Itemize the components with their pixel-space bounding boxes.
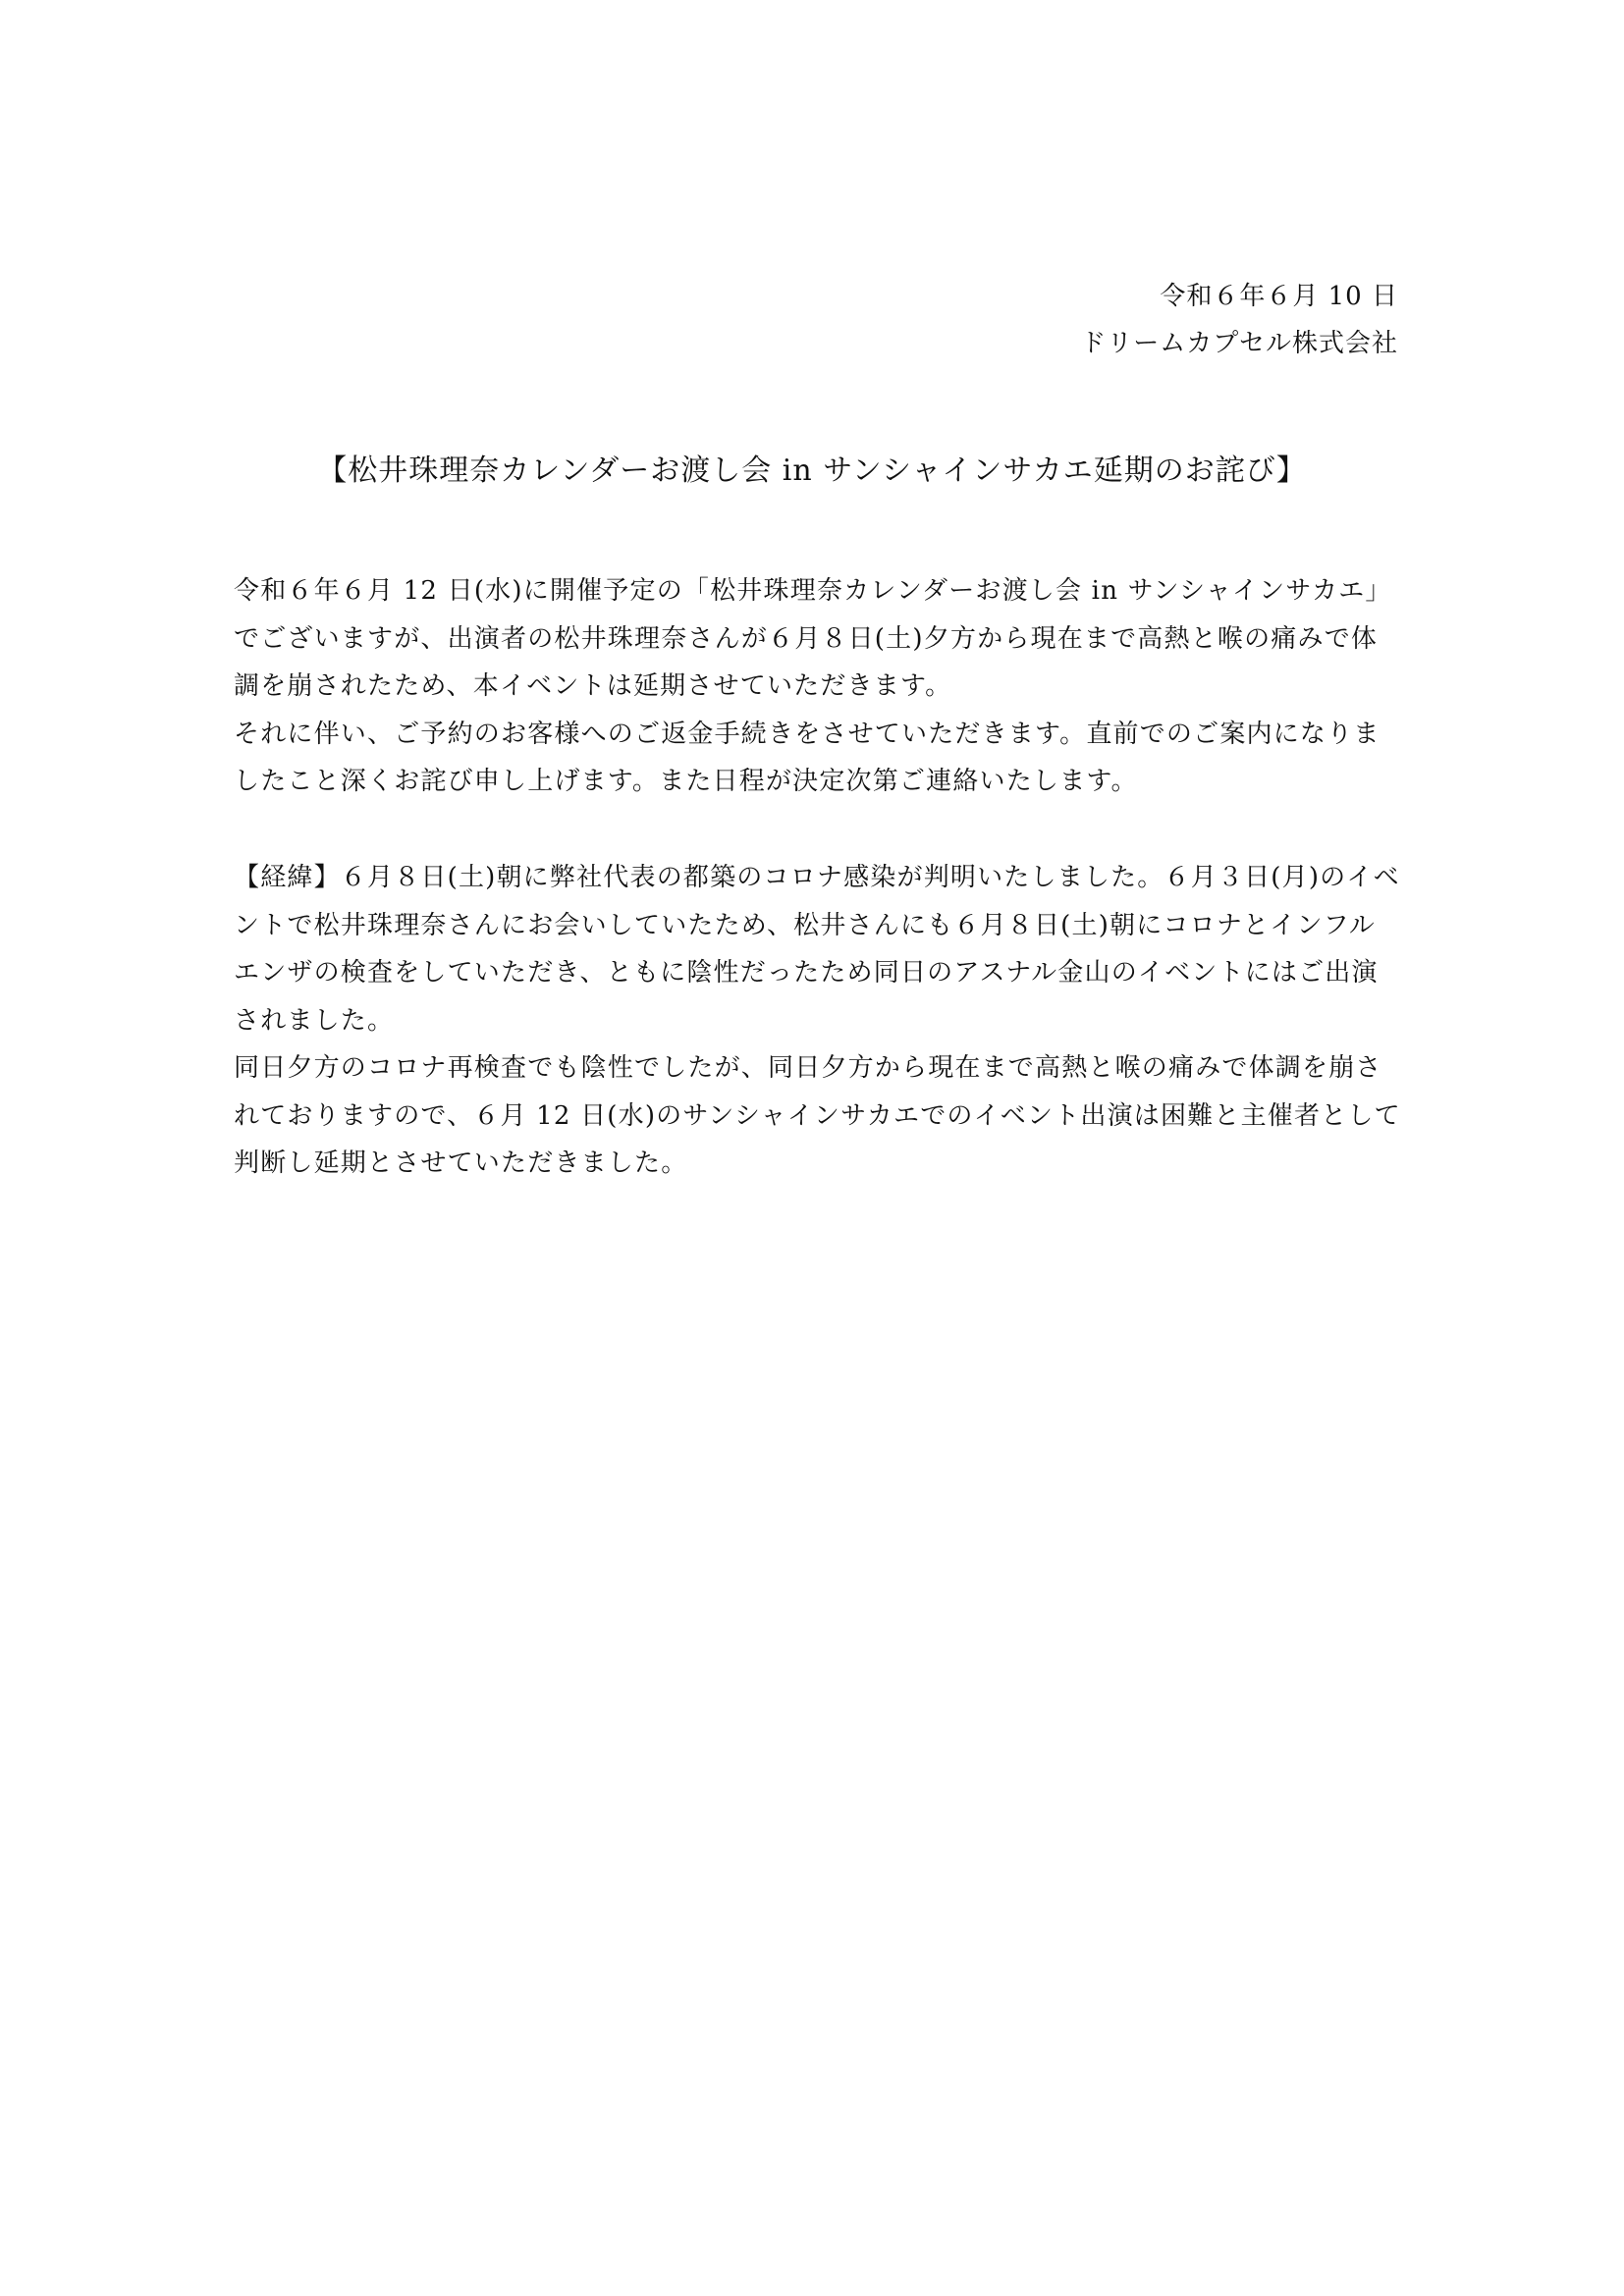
- background-paragraph-covid: 【経緯】６月８日(土)朝に弊社代表の都築のコロナ感染が判明いたしました。６月３日(月)のイベントで松井珠理奈さんにお会いしていたため、松井さんにも６月８日(土)朝にコロナとインフルエンザの検査をしていただき、ともに陰性だったため同日のアスナル金山のイベントにはご出演されました。: [234, 863, 1400, 1036]
- background-section: [234, 854, 1402, 1188]
- letter-header: [1080, 273, 1398, 367]
- notice-paragraph-postponement: 令和６年６月 12 日(水)に開催予定の「松井珠理奈カレンダーお渡し会 in サンシャインサカエ」でございますが、出演者の松井珠理奈さんが６月８日(土)夕方から現在まで高熱と喉の痛みで体調を崩されたため、本イベントは延期させていただきます。: [234, 576, 1392, 701]
- company-name: ドリームカプセル株式会社: [1080, 329, 1398, 358]
- document-title: 【松井珠理奈カレンダーお渡し会 in サンシャインサカエ延期のお詫び】: [317, 454, 1307, 488]
- notice-paragraph-refund: それに伴い、ご予約のお客様へのご返金手続きをさせていただきます。直前でのご案内になりましたこと深くお詫び申し上げます。また日程が決定次第ご連絡いたします。: [234, 719, 1380, 796]
- issue-date: 令和６年６月 10 日: [1160, 282, 1398, 311]
- background-paragraph-decision: 同日夕方のコロナ再検査でも陰性でしたが、同日夕方から現在まで高熱と喉の痛みで体調を崩されておりますので、６月 12 日(水)のサンシャインサカエでのイベント出演は困難と主催者として判断し延期とさせていただきました。: [234, 1053, 1401, 1178]
- notice-section: [234, 567, 1402, 806]
